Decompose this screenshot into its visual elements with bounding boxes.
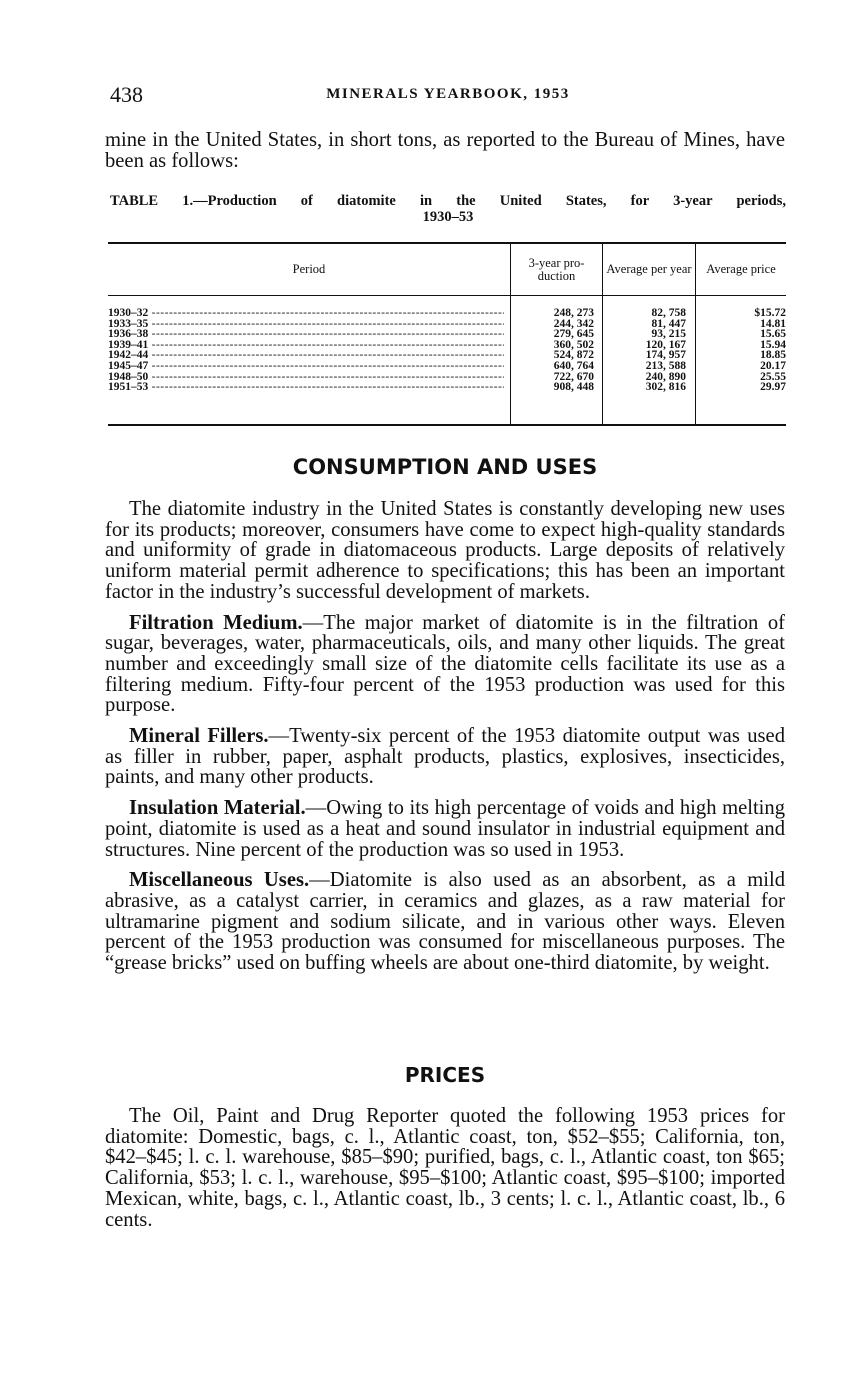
- cell-price: 15.94: [760, 338, 786, 351]
- paragraph-text: —Twenty-six percent of the 1953 diatomite output was used as filler in rubber, paper, asphalt products, plastics, explosives, insecticides, paints, and many other products.: [105, 725, 785, 789]
- cell-average: 82, 758: [651, 307, 686, 319]
- table-caption: [110, 193, 786, 225]
- cell-average: 302, 816: [645, 381, 686, 394]
- run-in-heading: Miscellaneous Uses.: [129, 869, 310, 892]
- cell-average: 81, 447: [651, 317, 686, 330]
- table-caption-line1: TABLE 1.—Production of diatomite in the United States, for 3-year periods,: [110, 193, 786, 209]
- section-heading-consumption: CONSUMPTION AND USES: [292, 455, 598, 479]
- cell-period: 1939–41 -----: [108, 340, 504, 351]
- table-row: [108, 361, 786, 372]
- table-bottom-rule: [108, 424, 786, 426]
- intro-paragraph: mine in the United States, in short tons, as reported to the Bureau of Mines, have been as follows:: [105, 129, 785, 172]
- cell-production: 640, 764: [553, 359, 594, 372]
- cell-period: 1942–44 -----: [108, 350, 504, 361]
- running-header: [110, 82, 786, 108]
- paragraph-text: —The major market of diatomite is in the filtration of sugar, beverages, water, pharmaceuticals, oils, and many other liquids. The great number and exceedingly small size of the diatomite cells facilitate its use as a filtering medium. Fifty-four percent of the 1953 production was used for this purpose.: [105, 611, 785, 717]
- cell-price: 15.65: [760, 328, 786, 341]
- cell-price: 18.85: [760, 349, 786, 362]
- table-row: [108, 308, 786, 319]
- column-header-production: 3-year pro-duction: [528, 255, 585, 283]
- prices-section: [105, 1106, 785, 1240]
- table-header-rule: [108, 295, 786, 296]
- table-caption-line2: 1930–53: [422, 209, 474, 225]
- section-heading-prices: PRICES: [404, 1063, 486, 1087]
- cell-average: 93, 215: [651, 328, 686, 341]
- cell-price: 29.97: [760, 381, 786, 394]
- consumption-section: [105, 499, 785, 984]
- cell-production: 244, 342: [553, 317, 594, 330]
- cell-production: 248, 273: [553, 307, 594, 319]
- cell-period: 1951–53 -----: [108, 382, 504, 393]
- cell-production: 360, 502: [553, 338, 594, 351]
- column-header-price: Average price: [706, 262, 776, 276]
- cell-production: 722, 670: [553, 370, 594, 383]
- paragraph-text: —Owing to its high percentage of voids and high melting point, diatomite is used as a heat and sound insulator in industrial equipment and structures. Nine percent of the production was so used in 1953.: [105, 797, 786, 861]
- consumption-intro: The diatomite industry in the United States is constantly developing new uses for its products; moreover, consumers have come to expect high-quality standards and uniformity of grade in diatomaceous products. Large deposits of relatively uniform material permit adherence to specifications; this has been an important factor in the industry’s successful development of markets.: [105, 498, 785, 603]
- cell-average: 240, 890: [645, 370, 686, 383]
- cell-period: 1945–47 -----: [108, 361, 504, 372]
- column-header-period: Period: [292, 262, 326, 276]
- running-title: MINERALS YEARBOOK, 1953: [326, 86, 570, 102]
- cell-average: 213, 588: [645, 359, 686, 372]
- run-in-heading: Insulation Material.: [129, 797, 306, 820]
- cell-period: 1930–32 -----: [108, 308, 504, 319]
- cell-price: 14.81: [760, 317, 786, 330]
- filtration-paragraph: [105, 613, 785, 717]
- run-in-heading: Mineral Fillers.: [129, 725, 269, 748]
- cell-price: $15.72: [754, 307, 786, 319]
- table-body: [108, 308, 786, 393]
- cell-price: 25.55: [760, 370, 786, 383]
- fillers-paragraph: [105, 726, 785, 788]
- run-in-heading: Filtration Medium.: [129, 611, 303, 634]
- cell-average: 174, 957: [645, 349, 686, 362]
- cell-period: 1936–38 -----: [108, 329, 504, 340]
- prices-paragraph: The Oil, Paint and Drug Reporter quoted the following 1953 prices for diatomite: Domestic, bags, c. l., Atlantic coast, ton, $52–$55; California, ton, $42–$45; l. c. l. warehouse, $85–$90; purified, bags, c. l., Atlantic coast, ton $65; California, $53; l. c. l., warehouse, $95–$100; Atlantic coast, $95–$100; imported Mexican, white, bags, c. l., Atlantic coast, lb., 3 cents; l. c. l., Atlantic coast, lb., 6 cents.: [105, 1105, 785, 1231]
- cell-period: 1948–50 -----: [108, 372, 504, 383]
- table-row: [108, 382, 786, 393]
- cell-period: 1933–35 -----: [108, 319, 504, 330]
- production-table: [108, 242, 786, 426]
- cell-production: 279, 645: [553, 328, 594, 341]
- cell-production: 908, 448: [553, 381, 594, 394]
- cell-price: 20.17: [760, 359, 786, 372]
- cell-average: 120, 167: [645, 338, 686, 351]
- miscellaneous-paragraph: [105, 870, 785, 974]
- insulation-paragraph: [105, 798, 785, 860]
- page-number: 438: [110, 82, 143, 107]
- paragraph-text: —Diatomite is also used as an absorbent, as a mild abrasive, as a catalyst carrier, in ceramics and glazes, as a raw material for ultramarine pigment and sodium silicate, and in various other ways. Eleven percent of the 1953 production was consumed for miscellaneous purposes. The “grease bricks” used on buffing wheels are about one-third diatomite, by weight.: [105, 869, 785, 975]
- column-header-average: Average per year: [606, 262, 692, 276]
- cell-production: 524, 872: [553, 349, 594, 362]
